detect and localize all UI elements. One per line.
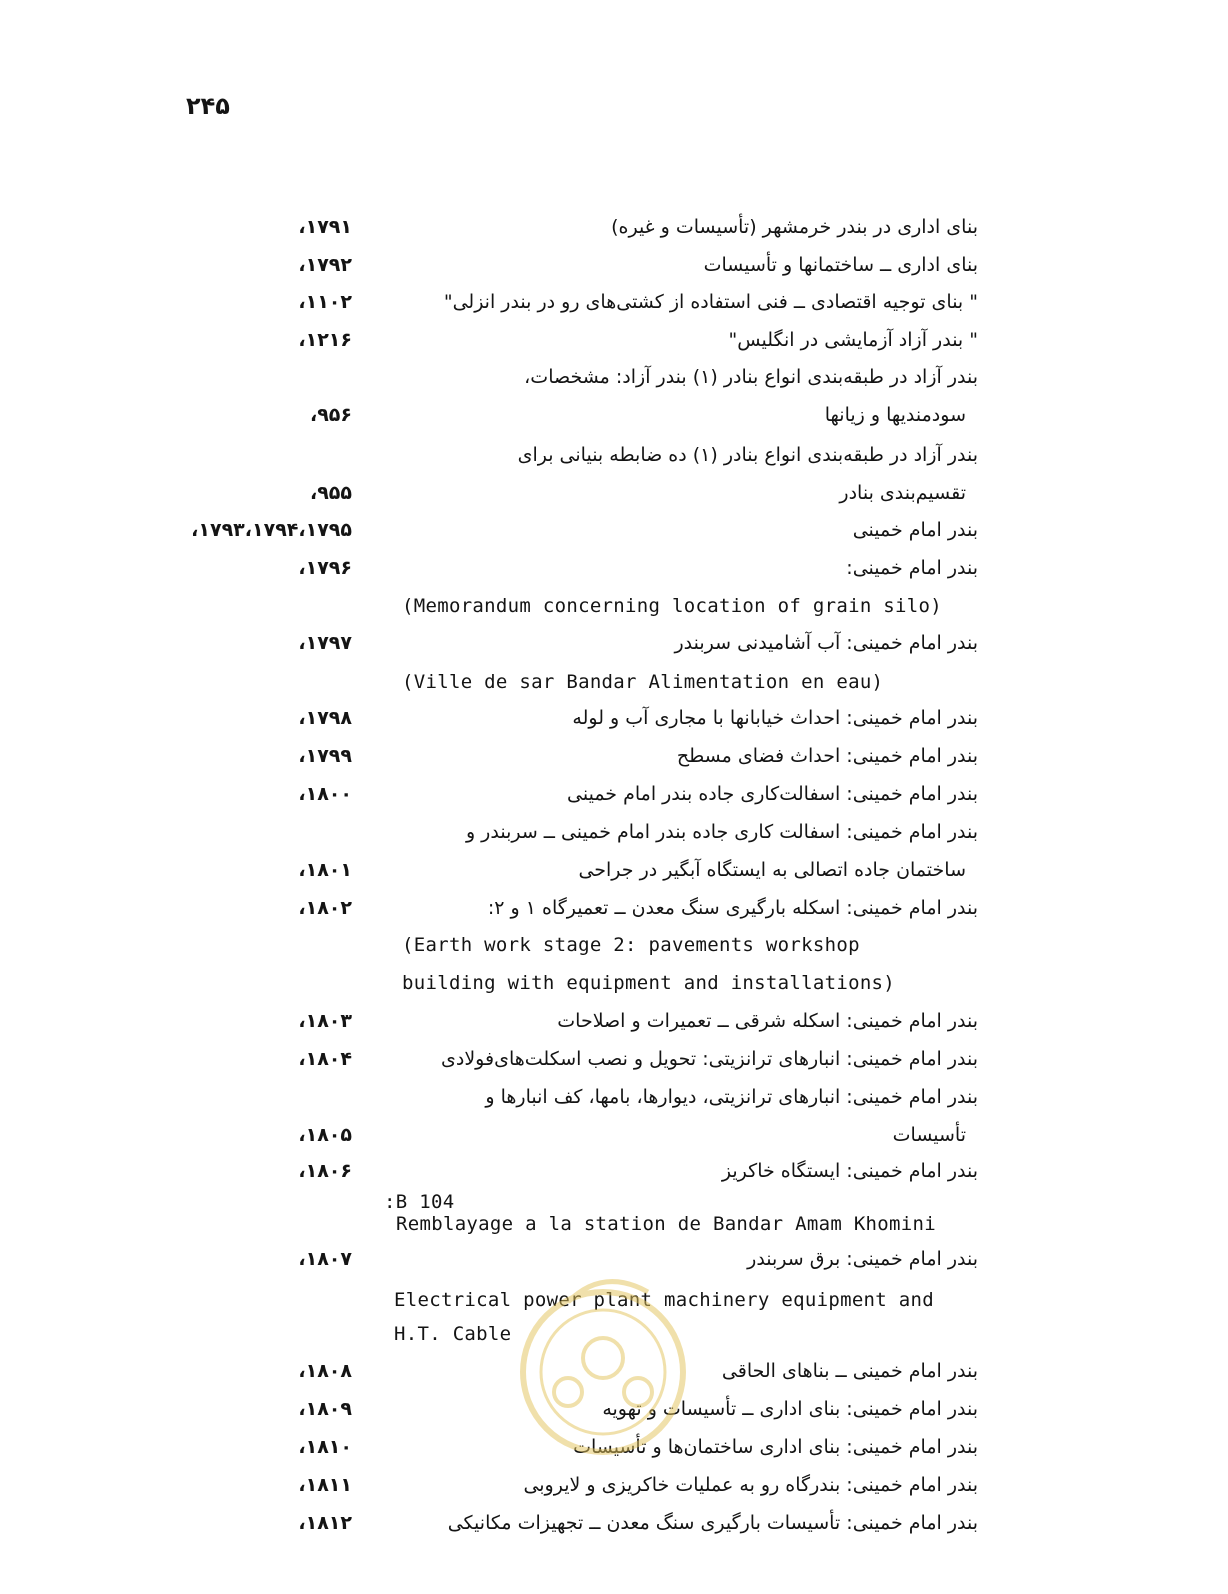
entry-reference-number: ۱۷۹۸، [298,707,352,729]
entry-title: بندر امام خمینی [852,519,978,541]
entry-title: بندر امام خمینی: تأسیسات بارگیری سنگ معدن ــ تجهیزات مکانیکی [447,1512,978,1534]
index-entry [0,325,1228,363]
index-entry [0,779,1228,817]
index-entry [0,893,1228,931]
entry-title: تأسیسات [892,1124,966,1146]
index-entry [0,741,1228,779]
index-entry [0,1120,1228,1158]
entry-reference-number: ۱۷۹۱، [298,216,352,238]
index-entry [0,1470,1228,1508]
english-title: building with equipment and installations) [402,972,896,994]
entry-title: بندر امام خمینی: اسفالت کاری جاده بندر امام خمینی ــ سربندر و [465,821,978,843]
entry-reference-number: ۱۷۹۲، [298,254,352,276]
entry-reference-number: ۱۱۰۲، [298,291,352,313]
index-entry [0,1044,1228,1082]
entry-title: بندر امام خمینی: ایستگاه خاکریز [721,1160,978,1182]
entry-title: ساختمان جاده اتصالی به ایستگاه آبگیر در جراحی [578,859,966,881]
entry-title: بندر امام خمینی: بندرگاه رو به عملیات خاکریزی و لایروبی [523,1474,978,1496]
entry-reference-number: ۱۸۱۱، [298,1474,352,1496]
english-title: H.T. Cable [394,1323,512,1345]
entry-reference-number: ۱۸۰۱، [298,859,352,881]
entry-reference-number: ۱۸۰۷، [298,1248,352,1270]
entry-reference-number: ۱۸۱۲، [298,1512,352,1534]
entry-title: بندر امام خمینی: اسکله بارگیری سنگ معدن ــ تعمیرگاه ۱ و ۲: [487,897,978,919]
english-line [0,666,1228,704]
entry-reference-number: ۱۷۹۹، [298,745,352,767]
entry-reference-number: ۱۸۰۶، [298,1160,352,1182]
english-title: Remblayage a la station de Bandar Amam Khomini [396,1213,936,1235]
entry-title: " بندر آزاد آزمایشی در انگلیس" [728,329,978,351]
entry-reference-number: ۱۸۰۸، [298,1360,352,1382]
english-line [0,967,1228,1005]
index-entry [0,440,1228,478]
index-entry [0,250,1228,288]
entry-title: بندر امام خمینی: [846,557,978,579]
entry-title: بندر امام خمینی: برق سربندر [747,1248,978,1270]
index-entry [0,362,1228,400]
index-entry [0,400,1228,438]
english-line [0,1208,1228,1246]
entry-title: بندر آزاد در طبقه‌بندی انواع بنادر (۱) بندر آزاد: مشخصات، [524,366,978,388]
entry-reference-number: ۱۸۰۲، [298,897,352,919]
entry-reference-number: ۹۵۶، [309,404,352,426]
entry-title: بندر امام خمینی: اسکله شرقی ــ تعمیرات و اصلاحات [557,1010,978,1032]
entry-reference-number: ۱۸۱۰، [298,1436,352,1458]
entry-title: بندر امام خمینی: اسفالت‌کاری جاده بندر امام خمینی [567,783,978,805]
entry-reference-number: ۱۷۹۳،۱۷۹۴،۱۷۹۵، [191,519,352,541]
entry-title: بنای اداری در بندر خرمشهر (تأسیسات و غیره) [611,216,978,238]
entry-title: بندر امام خمینی: بنای اداری ــ تأسیسات و تهویه [602,1398,978,1420]
index-entry [0,478,1228,516]
index-entry [0,628,1228,666]
entry-title: بندر امام خمینی: آب آشامیدنی سربندر [674,632,978,654]
entry-title: بندر امام خمینی ــ بناهای الحاقی [721,1360,978,1382]
index-entry [0,855,1228,893]
index-entry [0,1082,1228,1120]
entry-reference-number: ۱۷۹۷، [298,632,352,654]
entry-reference-number: ۱۸۰۳، [298,1010,352,1032]
entry-title: بنای اداری ــ ساختمانها و تأسیسات [703,254,978,276]
entry-title: بندر امام خمینی: احداث خیابانها با مجاری آب و لوله [572,707,978,729]
index-entry [0,515,1228,553]
entry-title: بندر امام خمینی: احداث فضای مسطح [676,745,978,767]
index-entry [0,212,1228,250]
index-entry [0,1006,1228,1044]
english-title: Electrical power plant machinery equipment and [394,1289,934,1311]
index-entry [0,553,1228,591]
english-title: :B 104 [384,1191,455,1213]
entry-title: بندر امام خمینی: بنای اداری ساختمان‌ها و تأسیسات [573,1436,978,1458]
entry-reference-number: ۹۵۵، [309,482,352,504]
index-entry [0,703,1228,741]
english-title: (Memorandum concerning location of grain silo) [402,595,942,617]
entry-title: سودمندیها و زیانها [824,404,966,426]
entry-reference-number: ۱۸۰۰، [298,783,352,805]
entry-title: بندر امام خمینی: انبارهای ترانزیتی: تحویل و نصب اسکلت‌های‌فولادی [441,1048,978,1070]
english-line [0,590,1228,628]
watermark-seal-icon [508,1262,698,1462]
entry-reference-number: ۱۷۹۶، [298,557,352,579]
entry-reference-number: ۱۲۱۶، [298,329,352,351]
entry-title: تقسیم‌بندی بنادر [839,482,966,504]
entry-title: بندر امام خمینی: انبارهای ترانزیتی، دیوارها، بامها، کف انبارها و [485,1086,978,1108]
entry-reference-number: ۱۸۰۴، [298,1048,352,1070]
english-title: (Earth work stage 2: pavements workshop [402,934,860,956]
page-number: ۲۴۵ [186,92,230,120]
entry-reference-number: ۱۸۰۵، [298,1124,352,1146]
english-line [0,929,1228,967]
entry-title: " بنای توجیه اقتصادی ــ فنی استفاده از کشتی‌های رو در بندر انزلی" [443,291,978,313]
index-entry [0,1508,1228,1546]
index-entry [0,287,1228,325]
index-entry [0,817,1228,855]
entry-reference-number: ۱۸۰۹، [298,1398,352,1420]
entry-title: بندر آزاد در طبقه‌بندی انواع بنادر (۱) ده ضابطه بنیانی برای [517,444,978,466]
english-title: (Ville de sar Bandar Alimentation en eau) [402,671,884,693]
